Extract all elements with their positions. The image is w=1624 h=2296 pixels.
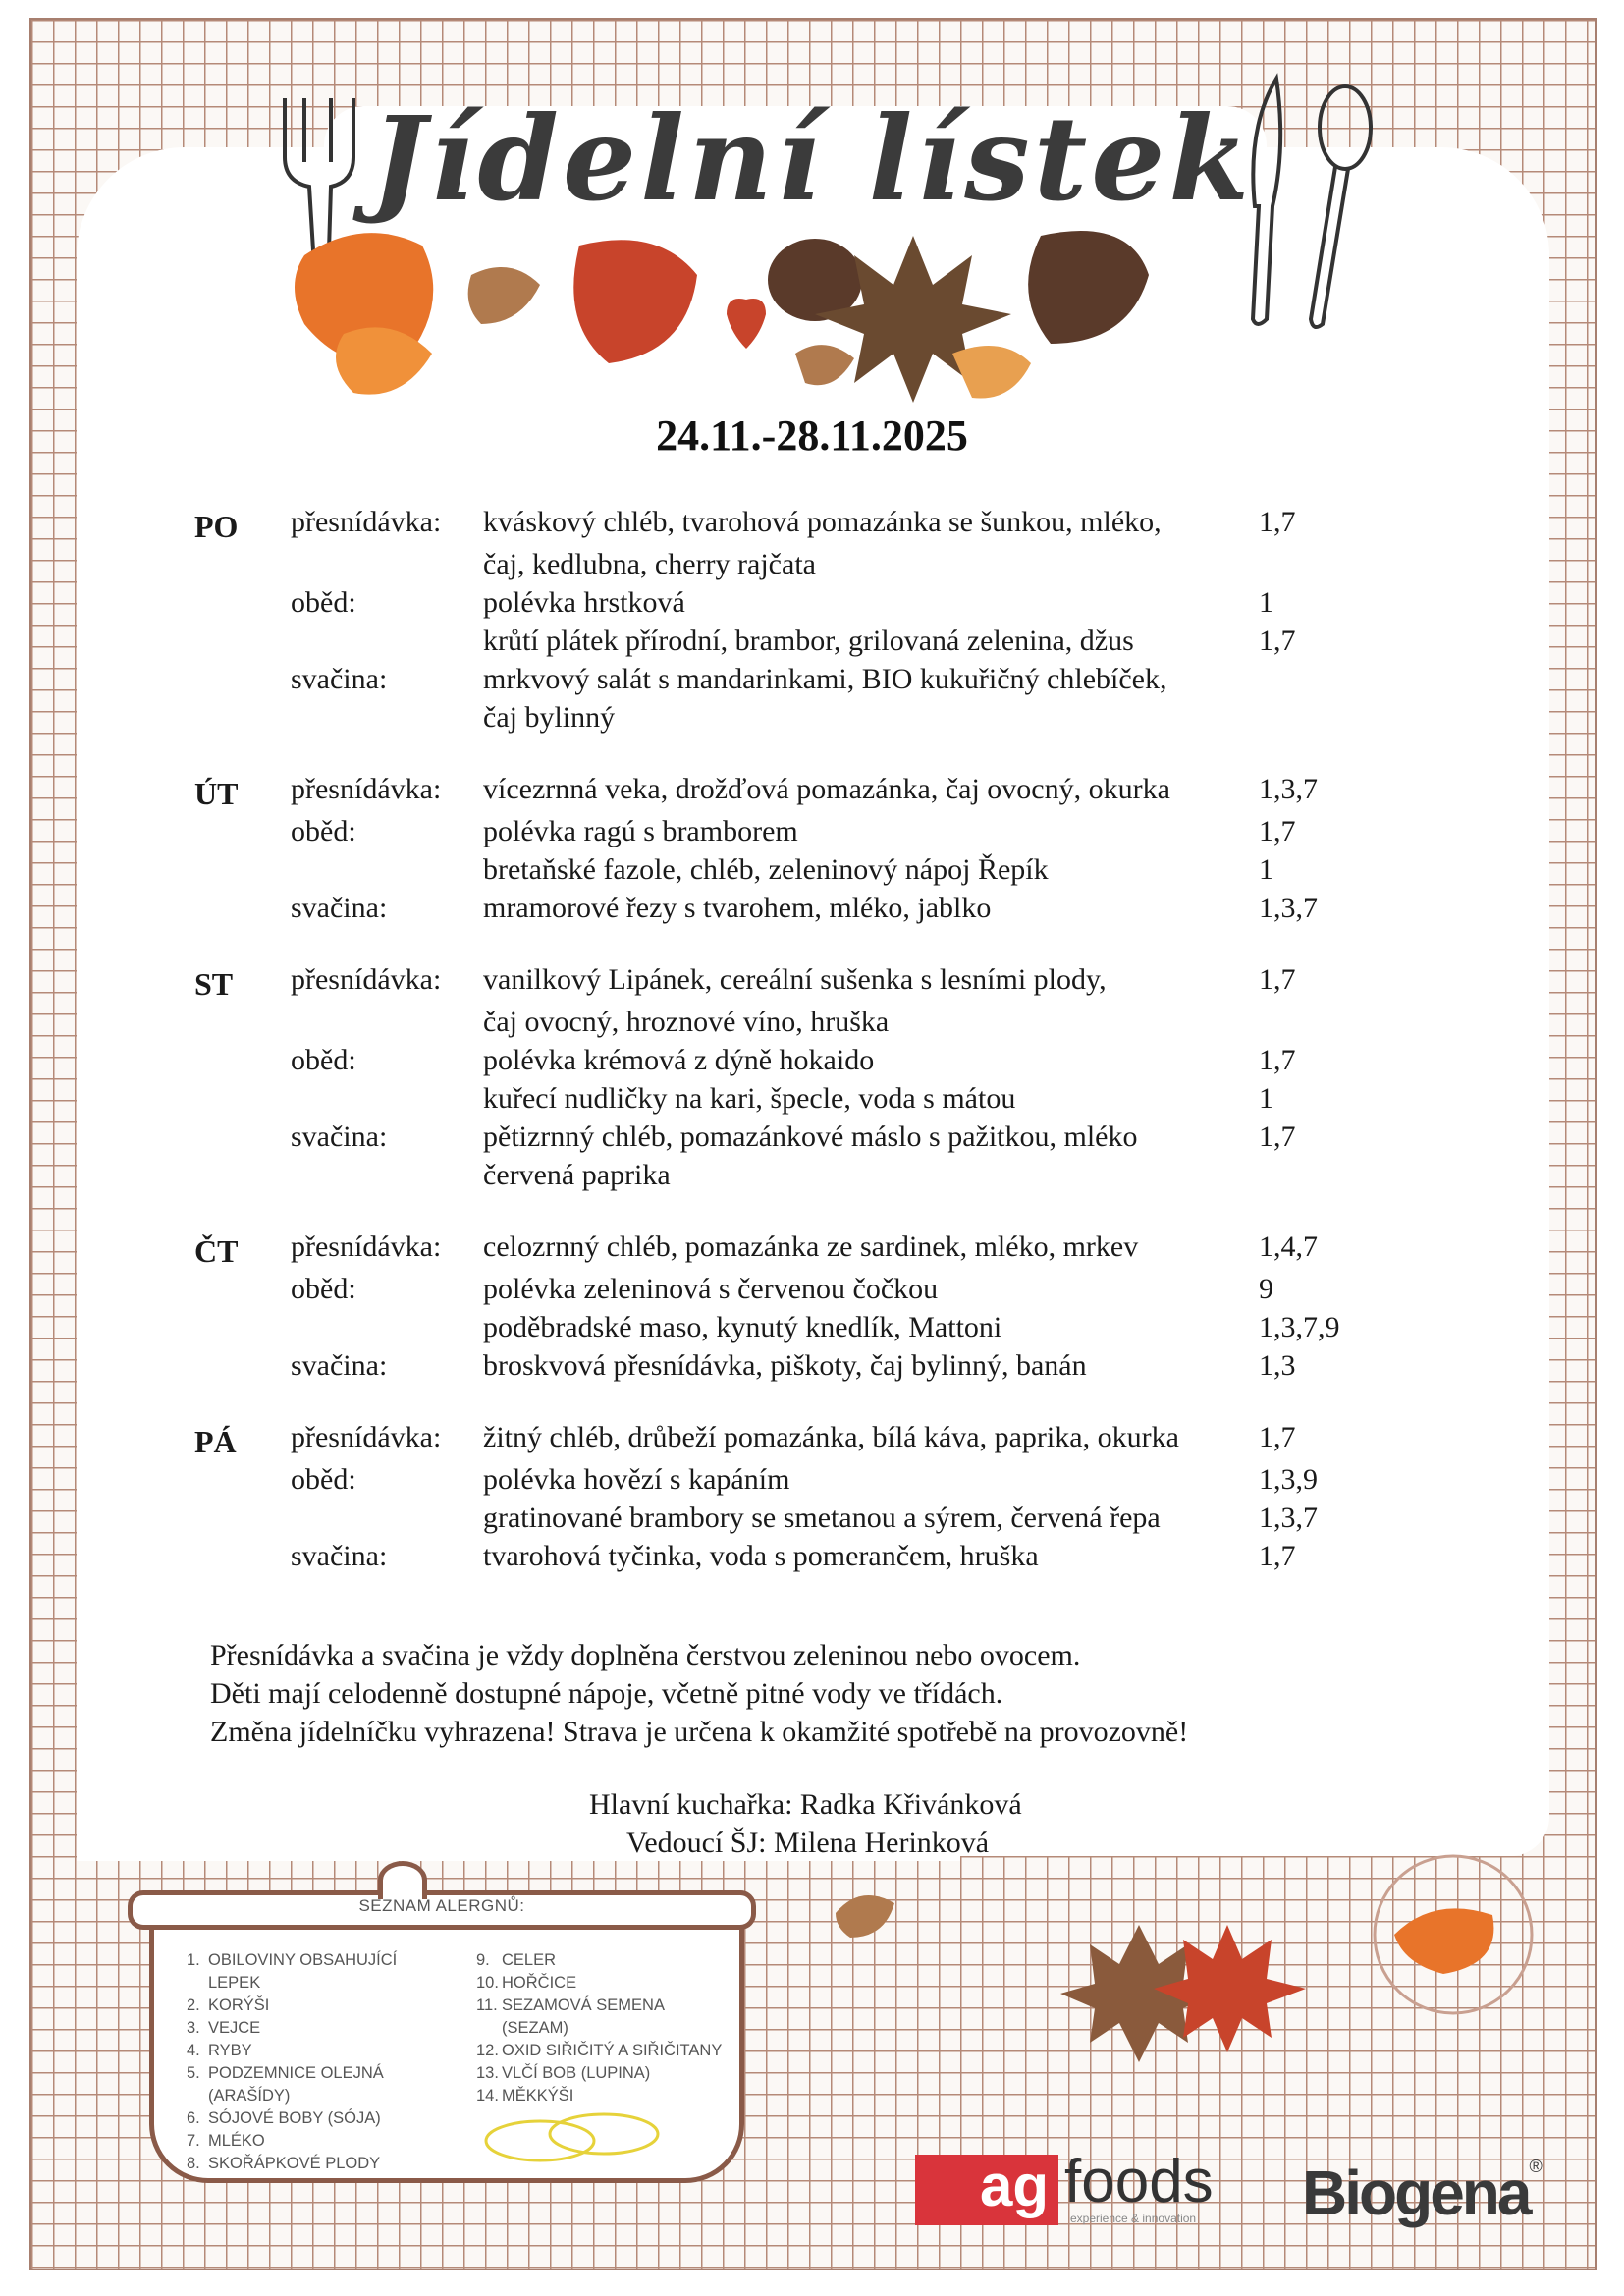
allergen-name: OBILOVINY OBSAHUJÍCÍ LEPEK [208,1951,398,1992]
canteen-manager: Vedoucí ŠJ: Milena Herinková [626,1827,990,1859]
allergen-item [476,1949,731,1972]
allergen-codes: 1,3,7,9 [1259,1311,1340,1343]
allergen-item [476,2040,731,2062]
dish-text: polévka krémová z dýně hokaido [483,1044,875,1076]
allergen-item [187,2107,442,2130]
meal-label [291,1308,483,1346]
autumn-leaves-illustration [285,216,1227,412]
allergen-codes: 1,3,7 [1259,892,1318,924]
allergen-number: 5. [187,2064,200,2082]
dish-text: červená paprika [483,1159,671,1191]
allergen-number: 6. [187,2109,200,2127]
plate-leaf-icon [1394,1908,1493,1974]
dish-text: polévka hrstková [483,586,685,619]
day-code: ÚT [194,776,239,811]
brown-leaf-icon [468,267,540,324]
allergen-item [187,2153,442,2175]
allergen-codes [1259,698,1367,737]
dish-text: vanilkový Lipánek, cereální sušenka s lesními plody, [483,963,1107,996]
day-spacer [194,1041,291,1079]
allergen-name: SKOŘÁPKOVÉ PLODY [208,2155,381,2172]
day-spacer [194,1460,291,1499]
allergen-number: 11. [476,1996,498,2014]
meal-label [291,1499,483,1537]
day-spacer [194,1156,291,1194]
day-spacer [194,1537,291,1575]
day-block [194,1418,1392,1575]
meal-label [291,850,483,889]
meal-label: oběd: [291,1044,356,1076]
dark-leaf-icon [1028,231,1149,344]
allergen-number: 2. [187,1996,200,2014]
allergen-item [187,2017,442,2040]
allergen-codes: 1 [1259,1082,1273,1115]
allergen-number: 7. [187,2132,200,2150]
allergen-number: 9. [476,1951,490,1969]
meal-label [291,698,483,737]
dish-text: polévka zeleninová s červenou čočkou [483,1273,939,1305]
dish-text: gratinované brambory se smetanou a sýrem, červená řepa [483,1502,1161,1534]
dish-text: čaj, kedlubna, cherry rajčata [483,548,816,580]
brown-leaf-small-icon [831,1884,899,1942]
allergen-item [187,1995,442,2017]
page-title: Jídelní lístek [370,90,1254,227]
allergen-item [187,1949,442,1995]
allergen-name: SÓJOVÉ BOBY (SÓJA) [208,2109,381,2127]
allergen-codes: 1,7 [1259,1421,1296,1453]
day-code: PO [194,509,239,544]
dish-text: poděbradské maso, kynutý knedlík, Mattoni [483,1311,1002,1343]
day-spacer [194,1308,291,1346]
weekly-menu [194,503,1392,1609]
day-spacer [194,1270,291,1308]
allergen-codes: 1 [1259,853,1273,886]
allergen-number: 14. [476,2087,499,2105]
allergen-name: KORÝŠI [208,1996,270,2014]
allergen-codes: 1,7 [1259,1540,1296,1572]
staff-signature [589,1785,1022,1862]
meal-label: oběd: [291,1463,356,1496]
allergen-number: 3. [187,2019,200,2037]
day-spacer [194,698,291,737]
foods-wordmark: foods [1064,2148,1214,2215]
allergen-name: VEJCE [208,2019,261,2037]
meal-label: přesnídávka: [291,773,442,805]
note-line: Přesnídávka a svačina je vždy doplněna čerstvou zeleninou nebo ovocem. [210,1639,1081,1671]
allergen-name: HOŘČICE [502,1974,577,1992]
meal-label: svačina: [291,1540,388,1572]
allergen-codes [1259,1156,1367,1194]
meal-label: oběd: [291,586,356,619]
allergen-codes [1259,660,1367,698]
allergen-item [187,2130,442,2153]
meal-label: svačina: [291,663,388,695]
registered-mark: ® [1529,2157,1543,2176]
ag-logo-mark: ag [915,2155,1058,2225]
head-cook: Hlavní kuchařka: Radka Křivánková [589,1788,1022,1821]
day-spacer [194,1346,291,1385]
allergen-item [476,1995,731,2040]
day-code: ST [194,966,234,1002]
day-block [194,960,1392,1194]
allergen-name: MLÉKO [208,2132,265,2150]
biogena-logo [1302,2157,1543,2229]
dish-text: mramorové řezy s tvarohem, mléko, jablko [483,892,992,924]
meal-label [291,1156,483,1194]
dish-text: mrkvový salát s mandarinkami, BIO kukuřičný chlebíček, [483,663,1167,695]
allergen-number: 4. [187,2042,200,2059]
dish-text: kváskový chléb, tvarohová pomazánka se šunkou, mléko, [483,506,1162,538]
allergen-codes: 1,7 [1259,625,1296,657]
allergen-name: OXID SIŘIČITÝ A SIŘIČITANY [502,2042,723,2059]
day-spacer [194,1118,291,1156]
day-block [194,1228,1392,1385]
day-code: PÁ [194,1424,237,1459]
dish-text: celozrnný chléb, pomazánka ze sardinek, mléko, mrkev [483,1230,1139,1263]
dish-text: kuřecí nudličky na kari, špecle, voda s mátou [483,1082,1016,1115]
allergen-name: VLČÍ BOB (LUPINA) [502,2064,651,2082]
allergen-codes [1259,545,1367,583]
agfoods-logo [915,2148,1239,2229]
dish-text: polévka hovězí s kapáním [483,1463,790,1496]
dish-text: polévka ragú s bramborem [483,815,798,847]
day-block [194,770,1392,927]
day-spacer [194,1499,291,1537]
dish-text: žitný chléb, drůbeží pomazánka, bílá káva, paprika, okurka [483,1421,1179,1453]
small-leaf-icon [795,345,854,385]
date-range: 24.11.-28.11.2025 [656,411,968,460]
meal-label: oběd: [291,815,356,847]
allergen-item [476,2085,731,2107]
day-code: ČT [194,1233,239,1269]
allergen-item [187,2040,442,2062]
meal-label: svačina: [291,892,388,924]
meal-label: přesnídávka: [291,963,442,996]
allergen-codes [1259,1003,1367,1041]
dish-text: čaj bylinný [483,701,616,734]
allergen-name: PODZEMNICE OLEJNÁ (ARAŠÍDY) [208,2064,384,2105]
allergen-codes: 1,3,7 [1259,1502,1318,1534]
allergen-number: 8. [187,2155,200,2172]
green-leaf-icon [952,346,1031,399]
day-block [194,503,1392,737]
allergen-codes: 1,7 [1259,815,1296,847]
allergen-name: MĚKKÝŠI [502,2087,574,2105]
allergen-codes: 9 [1259,1273,1273,1305]
meal-label: oběd: [291,1273,356,1305]
day-spacer [194,622,291,660]
allergen-name: CELER [502,1951,557,1969]
meal-label: svačina: [291,1121,388,1153]
meal-label [291,1079,483,1118]
dish-text: tvarohová tyčinka, voda s pomerančem, hruška [483,1540,1039,1572]
day-spacer [194,583,291,622]
bread-slices-icon [481,2106,668,2165]
allergen-column-1 [187,1949,442,2175]
heart-icon [727,299,766,349]
allergen-name: SEZAMOVÁ SEMENA (SEZAM) [502,1996,665,2037]
allergen-list-title: SEZNAM ALERGNŮ: [358,1896,525,1915]
allergen-number: 12. [476,2042,499,2059]
allergen-item [476,1972,731,1995]
allergen-column-2 [476,1949,731,2107]
meal-label [291,1003,483,1041]
meal-label [291,545,483,583]
allergen-item [476,2062,731,2085]
allergen-codes: 1,7 [1259,1044,1296,1076]
meal-label: svačina: [291,1349,388,1382]
allergen-list-pot [128,1861,756,2185]
allergen-number: 10. [476,1974,499,1992]
note-line: Změna jídelníčku vyhrazena! Strava je určena k okamžité spotřebě na provozovně! [210,1716,1189,1748]
menu-notes [210,1636,1388,1751]
pot-handle [378,1861,427,1899]
allergen-codes: 1,3 [1259,1349,1296,1382]
meal-label [291,622,483,660]
meal-label: přesnídávka: [291,1230,442,1263]
dish-text: pětizrnný chléb, pomazánkové máslo s pažitkou, mléko [483,1121,1138,1153]
allergen-codes: 1 [1259,586,1273,619]
day-spacer [194,812,291,850]
day-spacer [194,1079,291,1118]
allergen-name: RYBY [208,2042,252,2059]
day-spacer [194,660,291,698]
allergen-number: 1. [187,1951,200,1969]
biogena-wordmark: Biogena [1302,2158,1530,2228]
dish-text: čaj ovocný, hroznové víno, hruška [483,1006,890,1038]
dish-text: bretaňské fazole, chléb, zeleninový nápoj Řepík [483,853,1049,886]
red-leaf-icon [573,240,697,363]
meal-label: přesnídávka: [291,1421,442,1453]
agfoods-tagline: experience & innovation [1070,2212,1197,2225]
day-spacer [194,850,291,889]
allergen-item [187,2062,442,2107]
autumn-decoration-bottom [1060,1846,1571,2102]
note-line: Děti mají celodenně dostupné nápoje, včetně pitné vody ve třídách. [210,1677,1003,1710]
allergen-codes: 1,3,9 [1259,1463,1318,1496]
allergen-codes: 1,7 [1259,1121,1296,1153]
dish-text: broskvová přesnídávka, piškoty, čaj bylinný, banán [483,1349,1087,1382]
allergen-codes: 1,3,7 [1259,773,1318,805]
day-spacer [194,1003,291,1041]
day-spacer [194,889,291,927]
dish-text: krůtí plátek přírodní, brambor, grilovaná zelenina, džus [483,625,1134,657]
meal-label: přesnídávka: [291,506,442,538]
allergen-codes: 1,7 [1259,506,1296,538]
allergen-number: 13. [476,2064,499,2082]
dish-text: vícezrnná veka, drožďová pomazánka, čaj ovocný, okurka [483,773,1170,805]
allergen-codes: 1,4,7 [1259,1230,1318,1263]
allergen-codes: 1,7 [1259,963,1296,996]
day-spacer [194,545,291,583]
